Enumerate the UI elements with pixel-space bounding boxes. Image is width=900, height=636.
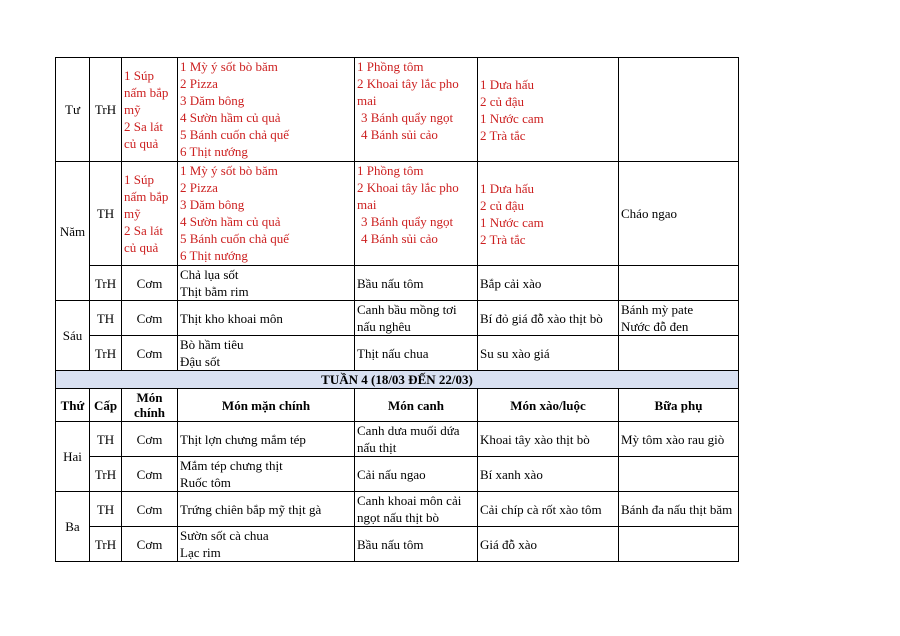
main-dish-cell: Cơm — [122, 266, 178, 301]
salty-dish-item: 2 Pizza — [180, 180, 218, 195]
header-extra: Bữa phụ — [619, 389, 739, 422]
soup-item: 3 Bánh quẩy ngọt — [361, 110, 454, 125]
soup-cell: Cải nấu ngao — [355, 457, 478, 492]
salty-dish-item: 5 Bánh cuốn chả quế — [180, 127, 290, 142]
soup-cell: Thịt nấu chua — [355, 336, 478, 371]
day-cell-tu: Tư — [56, 58, 90, 162]
extra-cell — [619, 301, 739, 336]
salty-dish-cell: Thịt kho khoai môn — [178, 301, 355, 336]
salty-dish-item: 5 Bánh cuốn chả quế — [180, 231, 290, 246]
soup-item: 4 Bánh sủi cảo — [361, 231, 438, 246]
salty-dish-item: 2 Pizza — [180, 76, 218, 91]
main-dish-cell: Cơm — [122, 422, 178, 457]
salty-dish-cell: Thịt lợn chưng mắm tép — [178, 422, 355, 457]
salty-dish-item: Lạc rim — [180, 545, 221, 560]
soup-item: 3 Bánh quẩy ngọt — [361, 214, 454, 229]
stir-item: 1 Nước cam — [480, 214, 544, 230]
stir-item: 1 Dưa hấu — [480, 76, 534, 92]
salty-dish-item: Sườn sốt cà chua — [180, 528, 269, 543]
extra-cell — [619, 266, 739, 301]
salty-dish-item: 3 Dăm bông — [180, 93, 245, 108]
salty-dish-item: 3 Dăm bông — [180, 197, 245, 212]
stir-item: 2 củ đậu — [480, 93, 525, 109]
day-cell-nam: Năm — [56, 162, 90, 301]
extra-cell — [619, 527, 739, 562]
salty-dish-item: 4 Sườn hầm củ quả — [180, 214, 281, 229]
row-hai-th — [56, 422, 739, 457]
stir-cell: Khoai tây xào thịt bò — [478, 422, 619, 457]
main-dish-item: 1 Súp nấm bắp mỹ — [124, 68, 169, 117]
stir-cell: Bắp cải xào — [478, 266, 619, 301]
salty-dish-item: Ruốc tôm — [180, 475, 231, 490]
row-sau-trh — [56, 336, 739, 371]
stir-item: 2 Trà tắc — [480, 127, 526, 143]
main-dish-cell: Cơm — [122, 336, 178, 371]
salty-dish-cell — [178, 457, 355, 492]
salty-dish-cell — [178, 527, 355, 562]
main-dish-cell: Cơm — [122, 301, 178, 336]
level-cell: TH — [90, 422, 122, 457]
salty-dish-item: 6 Thịt nướng — [180, 248, 248, 263]
extra-cell: Bánh đa nấu thịt băm — [619, 492, 739, 527]
week-title: TUẦN 4 (18/03 ĐẾN 22/03) — [56, 371, 739, 389]
stir-cell: Bí xanh xào — [478, 457, 619, 492]
salty-dish-cell — [178, 336, 355, 371]
menu-table — [55, 57, 739, 562]
salty-dish-cell — [178, 162, 355, 266]
header-stir: Món xào/luộc — [478, 389, 619, 422]
stir-cell: Giá đỗ xào — [478, 527, 619, 562]
salty-dish-item: Chả lụa sốt — [180, 267, 239, 282]
day-cell-sau: Sáu — [56, 301, 90, 371]
level-cell: TrH — [90, 336, 122, 371]
main-dish-cell: Cơm — [122, 492, 178, 527]
salty-dish-item: 1 Mỳ ý sốt bò băm — [180, 59, 278, 74]
soup-item: 2 Khoai tây lắc pho mai — [357, 180, 459, 212]
extra-cell — [619, 336, 739, 371]
soup-item: 1 Phồng tôm — [357, 163, 424, 178]
salty-dish-item: 1 Mỳ ý sốt bò băm — [180, 163, 278, 178]
stir-cell: Cải chíp cà rốt xào tôm — [478, 492, 619, 527]
main-dish-cell: Cơm — [122, 527, 178, 562]
soup-item: 2 Khoai tây lắc pho mai — [357, 76, 459, 108]
week-banner-row — [56, 371, 739, 389]
main-dish-item: 2 Sa lát củ quả — [124, 223, 163, 255]
header-row — [56, 389, 739, 422]
header-main: Món chính — [122, 389, 178, 422]
salty-dish-cell: Trứng chiên bắp mỹ thịt gà — [178, 492, 355, 527]
soup-cell — [355, 58, 478, 162]
stir-cell: Bí đỏ giá đỗ xào thịt bò — [478, 301, 619, 336]
extra-cell: Cháo ngao — [619, 162, 739, 266]
level-cell: TrH — [90, 266, 122, 301]
stir-cell: Su su xào giá — [478, 336, 619, 371]
day-cell-hai: Hai — [56, 422, 90, 492]
salty-dish-cell — [178, 266, 355, 301]
soup-cell: Canh khoai môn cải ngọt nấu thịt bò — [355, 492, 478, 527]
stir-item: 2 Trà tắc — [480, 231, 526, 247]
stir-cell — [478, 58, 619, 162]
row-sau-th — [56, 301, 739, 336]
level-cell: TrH — [90, 457, 122, 492]
salty-dish-item: Mắm tép chưng thịt — [180, 458, 283, 473]
header-day: Thứ — [56, 389, 90, 422]
row-ba-th — [56, 492, 739, 527]
soup-cell: Bầu nấu tôm — [355, 527, 478, 562]
row-tu-trh — [56, 58, 739, 162]
main-dish-cell: Cơm — [122, 457, 178, 492]
soup-cell: Canh bầu mồng tơi nấu nghêu — [355, 301, 478, 336]
stir-item: 1 Dưa hấu — [480, 180, 534, 196]
salty-dish-item: 6 Thịt nướng — [180, 144, 248, 159]
stir-item: 2 củ đậu — [480, 197, 525, 213]
row-nam-trh — [56, 266, 739, 301]
extra-cell — [619, 457, 739, 492]
salty-dish-item: Đậu sốt — [180, 354, 221, 369]
stir-cell — [478, 162, 619, 266]
soup-item: 1 Phồng tôm — [357, 59, 424, 74]
level-cell: TH — [90, 301, 122, 336]
soup-cell: Bầu nấu tôm — [355, 266, 478, 301]
level-cell: TrH — [90, 58, 122, 162]
soup-item: 4 Bánh sủi cảo — [361, 127, 438, 142]
salty-dish-item: 4 Sườn hầm củ quả — [180, 110, 281, 125]
salty-dish-item: Bò hầm tiêu — [180, 337, 244, 352]
extra-item: Bánh mỳ pate — [621, 302, 694, 317]
day-cell-ba: Ba — [56, 492, 90, 562]
salty-dish-cell — [178, 58, 355, 162]
extra-item: Nước đỗ đen — [621, 319, 689, 334]
row-hai-trh — [56, 457, 739, 492]
header-level: Cấp — [90, 389, 122, 422]
header-soup: Món canh — [355, 389, 478, 422]
extra-cell — [619, 58, 739, 162]
main-dish-item: 1 Súp nấm bắp mỹ — [124, 172, 169, 221]
row-ba-trh — [56, 527, 739, 562]
main-dish-item: 2 Sa lát củ quả — [124, 119, 163, 151]
row-nam-th — [56, 162, 739, 266]
stir-item: 1 Nước cam — [480, 110, 544, 126]
header-salty: Món mặn chính — [178, 389, 355, 422]
level-cell: TH — [90, 492, 122, 527]
level-cell: TH — [90, 162, 122, 266]
extra-cell: Mỳ tôm xào rau giò — [619, 422, 739, 457]
level-cell: TrH — [90, 527, 122, 562]
salty-dish-item: Thịt bằm rim — [180, 284, 249, 299]
soup-cell: Canh dưa muối dứa nấu thịt — [355, 422, 478, 457]
main-dish-cell — [122, 58, 178, 162]
main-dish-cell — [122, 162, 178, 266]
soup-cell — [355, 162, 478, 266]
